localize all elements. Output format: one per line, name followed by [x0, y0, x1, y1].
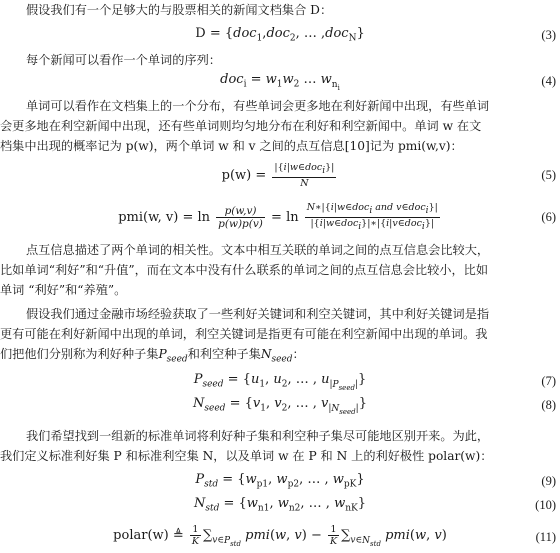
equation-number: (3): [541, 28, 556, 42]
text-segment: 和利空种子集: [187, 347, 261, 361]
paragraph-line: 单词 “利好”和“养殖”。: [0, 283, 127, 297]
paragraph-line: 我们希望找到一组新的标准单词将利好种子集和利空种子集尽可能地区别开来。为此，: [26, 429, 490, 443]
equation-number: (6): [541, 210, 556, 224]
paragraph-line: 点互信息描述了两个单词的相关性。文本中相互关联的单词之间的点互信息会比较大，: [26, 243, 490, 257]
equation-number: (8): [541, 398, 556, 412]
equation-9: $P_{std} = \{w_{p1}$, $w_{p2}$, … , $w_{pK}$} (9): [195, 472, 556, 490]
paragraph-line: 们把他们分别称为利好种子集$P_{seed}$和利空种子集$N_{seed}$：: [0, 347, 305, 365]
equation-4: $doc_i = w_1w_2$ … $w_{n_i}$ (4): [220, 72, 556, 92]
paragraph-line: 更有可能在利好新闻中出现的单词，利空关键词是指更有可能在利空新闻中出现的单词。我: [0, 327, 488, 341]
equation-5: p(w) = $\frac{|\{i|w\in doc_i\}|}{N}$ (5): [221, 162, 556, 189]
paragraph-line: 假设我们通过金融市场经验获取了一些利好关键词和利空关键词，其中利好关键词是指: [26, 307, 490, 321]
equation-8: $N_{seed} = \{v_1$, $v_2$, … , $v_{|N_{seed}|}$} (8): [193, 396, 556, 416]
equation-number: (10): [535, 498, 556, 512]
equation-number: (4): [541, 74, 556, 88]
equation-11: polar(w) ≜ $\frac{1}{K}$ $\sum_{v\in P_{std}}$ pmi(w, v) − $\frac{1}{K}$ $\sum_{v\in N_{std}}$ pmi(w, v) (11): [113, 524, 556, 548]
paragraph-line: 假设我们有一个足够大的与股票相关的新闻文档集合 D：: [26, 3, 333, 17]
equation-7: $P_{seed} = \{u_1$, $u_2$, … , $u_{|P_{seed}|}$} (7): [193, 372, 556, 392]
equation-10: $N_{std} = \{w_{n1}$, $w_{n2}$, … , $w_{nK}$} (10): [193, 496, 556, 514]
equation-number: (5): [541, 168, 556, 182]
paragraph-line: 档集中出现的概率记为 p(w)，两个单词 w 和 v 之间的点互信息[10]记为 pmi(w,v)：: [0, 139, 463, 153]
paragraph-line: 我们定义标准利好集 P 和标准利空集 N，以及单词 w 在 P 和 N 上的利好极性 polar(w)：: [0, 449, 493, 463]
text-segment: 们把他们分别称为利好种子集: [0, 347, 159, 361]
equation-number: (11): [535, 530, 556, 544]
text-segment: ：: [292, 347, 305, 361]
paragraph-line: 会更多地在利空新闻中出现，还有些单词则均匀地分布在利好和利空新闻中。单词 w 在文: [0, 119, 482, 133]
paragraph-line: 每个新闻可以看作一个单词的序列：: [26, 53, 221, 67]
equation-number: (7): [541, 374, 556, 388]
equation-6: pmi(w, v) = ln $\frac{p(w,v)}{p(w)p(v)}$ = ln $\frac{N∗|\{i|w\in doc_i and v\in doc_i\}|}{|\{i|w\in doc_i\}|∗|\{i|v\in doc_i\}|}$ (6): [118, 202, 556, 232]
paragraph-line: 比如单词“利好”和“升值”，而在文本中没有什么联系的单词之间的点互信息会比较小，比如: [0, 263, 489, 277]
paragraph-line: 单词可以看作在文档集上的一个分布，有些单词会更多地在利好新闻中出现，有些单词: [26, 99, 490, 113]
equation-number: (9): [541, 474, 556, 488]
equation-3: D = {doc$_1$,doc$_2$, … ,doc$_N$} (3): [195, 26, 556, 44]
